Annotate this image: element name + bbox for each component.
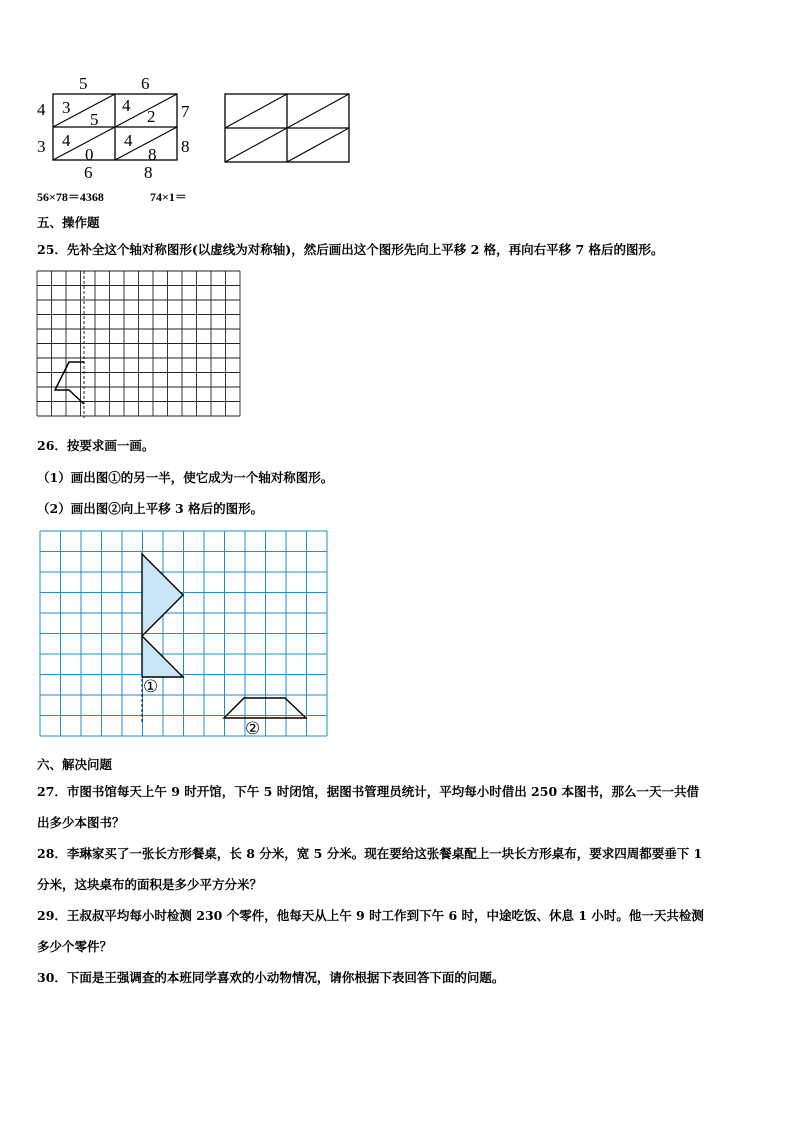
q26-grid	[40, 531, 340, 746]
lattice-cell-digit: 4	[62, 131, 71, 150]
question-26-part-2: （2）画出图②向上平移 3 格后的图形。	[37, 501, 264, 516]
lattice-cell-digit: 4	[124, 131, 133, 150]
lattice-cell-digit: 2	[147, 107, 156, 126]
question-29-line-2: 多少个零件？	[37, 939, 113, 954]
lattice-grid-empty	[0, 0, 794, 200]
lattice-right-digit-1: 7	[181, 102, 190, 121]
equation-2: 74×1＝	[150, 190, 187, 204]
lattice-bottom-digit-2: 8	[144, 163, 153, 182]
lattice-cell-digit: 8	[148, 145, 157, 164]
lattice-top-digit-2: 6	[141, 74, 150, 93]
lattice-left-digit-1: 4	[37, 100, 46, 119]
section-heading-solve: 六、解决问题	[37, 757, 113, 772]
question-25: 25．先补全这个轴对称图形(以虚线为对称轴)，然后画出这个图形先向上平移 2 格，再向右平移 7 格后的图形。	[37, 242, 664, 257]
half-shape	[55, 362, 84, 404]
question-29-line-1: 29．王叔叔平均每小时检测 230 个零件，他每天从上午 9 时工作到下午 6 时，中途吃饭、休息 1 小时。他一天共检测	[37, 908, 704, 923]
shape-1-label: ①	[143, 677, 159, 697]
lattice-cell-digit: 5	[90, 110, 99, 129]
lattice-cell-digit: 4	[122, 96, 131, 115]
lattice-cell-digit: 0	[85, 145, 94, 164]
lattice-right-digit-2: 8	[181, 137, 190, 156]
lattice-cell-digit: 3	[62, 98, 71, 117]
question-30: 30．下面是王强调查的本班同学喜欢的小动物情况，请你根据下表回答下面的问题。	[37, 970, 505, 985]
equation-1: 56×78＝4368	[37, 190, 104, 204]
question-26-part-1: （1）画出图①的另一半，使它成为一个轴对称图形。	[37, 470, 334, 485]
q25-grid	[37, 271, 247, 421]
question-27-line-1: 27．市图书馆每天上午 9 时开馆，下午 5 时闭馆，据图书管理员统计，平均每小时借出 250 本图书，那么一天一共借	[37, 784, 699, 799]
lattice-bottom-digit-1: 6	[84, 163, 93, 182]
lattice-top-digit-1: 5	[79, 74, 88, 93]
shape-2-label: ②	[245, 719, 261, 739]
question-27-line-2: 出多少本图书？	[37, 815, 125, 830]
question-26-title: 26．按要求画一画。	[37, 438, 155, 453]
lattice-left-digit-2: 3	[37, 137, 46, 156]
section-heading-operation: 五、操作题	[37, 215, 100, 230]
question-28-line-2: 分米，这块桌布的面积是多少平方分米？	[37, 877, 263, 892]
question-28-line-1: 28．李琳家买了一张长方形餐桌，长 8 分米，宽 5 分米。现在要给这张餐桌配上一块长方形桌布，要求四周都要垂下 1	[37, 846, 703, 861]
